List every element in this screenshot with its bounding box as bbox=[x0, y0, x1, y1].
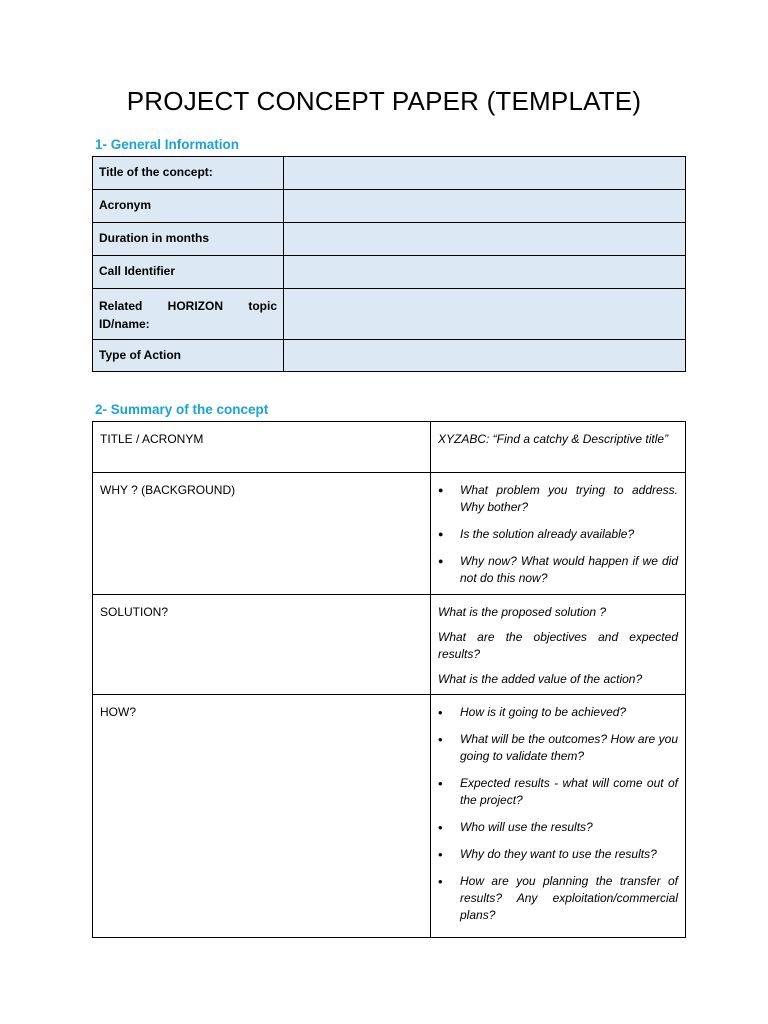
label-how: HOW? bbox=[93, 695, 431, 938]
table-row bbox=[93, 223, 686, 256]
label-title-acronym: TITLE / ACRONYM bbox=[93, 422, 431, 473]
label-type-of-action: Type of Action bbox=[93, 340, 284, 372]
label-word: HORIZON bbox=[167, 299, 224, 313]
general-information-table bbox=[92, 156, 686, 372]
table-row bbox=[93, 422, 686, 473]
list-item: ● What problem you trying to address. Why bother? bbox=[438, 482, 678, 516]
table-row bbox=[93, 256, 686, 289]
value-solution bbox=[431, 595, 686, 695]
list-item: ● Why now? What would happen if we did not do this now? bbox=[438, 553, 678, 587]
value-title-acronym: XYZABC: “Find a catchy & Descriptive title” bbox=[431, 422, 686, 473]
label-why: WHY ? (BACKGROUND) bbox=[93, 473, 431, 595]
list-item: • What will be the outcomes? How are you going to validate them? bbox=[438, 731, 678, 765]
list-item: • How is it going to be achieved? bbox=[438, 704, 678, 721]
section-heading-general: 1- General Information bbox=[95, 137, 240, 152]
table-row bbox=[93, 289, 686, 340]
table-row bbox=[93, 695, 686, 938]
label-call-identifier: Call Identifier bbox=[93, 256, 284, 289]
label-line: ID/name: bbox=[99, 317, 150, 331]
value-duration[interactable] bbox=[284, 223, 686, 256]
label-acronym: Acronym bbox=[93, 190, 284, 223]
list-item: ● Is the solution already available? bbox=[438, 526, 678, 543]
list-item: • Expected results - what will come out of the project? bbox=[438, 775, 678, 809]
value-acronym[interactable] bbox=[284, 190, 686, 223]
label-word: topic bbox=[248, 299, 277, 313]
value-call-identifier[interactable] bbox=[284, 256, 686, 289]
label-related-topic bbox=[93, 289, 284, 340]
table-row bbox=[93, 595, 686, 695]
list-item: • How are you planning the transfer of results? Any exploitation/commercial plans? bbox=[438, 873, 678, 924]
solution-line: What is the proposed solution ? bbox=[438, 605, 607, 619]
value-why bbox=[431, 473, 686, 595]
solution-line: What are the objectives and expected results? bbox=[438, 630, 678, 661]
list-item: • Why do they want to use the results? bbox=[438, 846, 678, 863]
table-row bbox=[93, 157, 686, 190]
label-duration: Duration in months bbox=[93, 223, 284, 256]
value-type-of-action[interactable] bbox=[284, 340, 686, 372]
value-how bbox=[431, 695, 686, 938]
solution-line: What is the added value of the action? bbox=[438, 672, 643, 686]
list-item: • Who will use the results? bbox=[438, 819, 678, 836]
section-heading-summary: 2- Summary of the concept bbox=[95, 402, 269, 417]
table-row bbox=[93, 190, 686, 223]
label-solution: SOLUTION? bbox=[93, 595, 431, 695]
table-row bbox=[93, 340, 686, 372]
summary-table bbox=[92, 421, 686, 938]
page-title: PROJECT CONCEPT PAPER (TEMPLATE) bbox=[126, 86, 642, 116]
table-row bbox=[93, 473, 686, 595]
label-word: Related bbox=[99, 299, 143, 313]
label-title-of-concept: Title of the concept: bbox=[93, 157, 284, 190]
value-related-topic[interactable] bbox=[284, 289, 686, 340]
value-title-of-concept[interactable] bbox=[284, 157, 686, 190]
